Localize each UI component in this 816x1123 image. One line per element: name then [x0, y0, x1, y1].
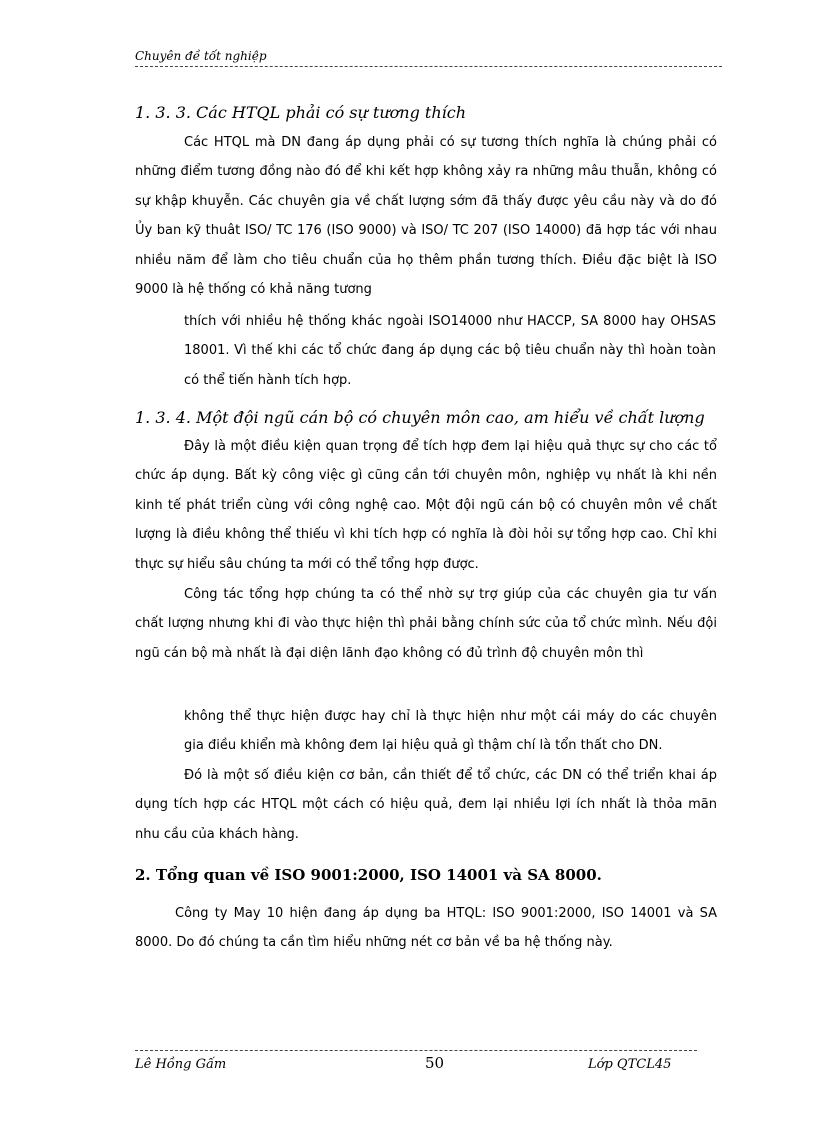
paragraph: Công ty May 10 hiện đang áp dụng ba HTQL: ISO 9001:2000, ISO 14001 và SA 8000. Do đó chúng ta cần tìm hiểu những nét cơ bản về ba hệ thống này. — [135, 906, 717, 951]
paragraph: Đây là một điều kiện quan trọng để tích hợp đem lại hiệu quả thực sự cho các tổ chức áp dụng. Bất kỳ công việc gì cũng cần tới chuyên môn, nghiệp vụ nhất là khi nền kinh tế phát triển cùng với công nghệ cao. Một đội ngũ cán bộ có chuyên môn về chất lượng là điều không thể thiếu vì khi tích hợp có nghĩa là đòi hỏi sự tổng hợp cao. Chỉ khi thực sự hiểu sâu chúng ta mới có thể tổng hợp được. — [135, 439, 717, 572]
section-heading-1-3-3: 1. 3. 3. Các HTQL phải có sự tương thích — [135, 103, 467, 122]
footer-author: Lê Hồng Gấm — [135, 1057, 227, 1072]
paragraph: Đó là một số điều kiện cơ bản, cần thiết để tổ chức, các DN có thể triển khai áp dụng tích hợp các HTQL một cách có hiệu quả, đem lại nhiều lợi ích nhất là thỏa mãn nhu cầu của khách hàng. — [135, 768, 717, 842]
section-heading-2: 2. Tổng quan về ISO 9001:2000, ISO 14001 và SA 8000. — [135, 866, 602, 884]
footer-class: Lớp QTCL45 — [588, 1057, 672, 1072]
paragraph: Các HTQL mà DN đang áp dụng phải có sự tương thích nghĩa là chúng phải có những điểm tương đồng nào đó để khi kết hợp không xảy ra những mâu thuẫn, không có sự khập khuyễn. Các chuyên gia về chất lượng sớm đã thấy được yêu cầu này và do đó Ủy ban kỹ thuât ISO/ TC 176 (ISO 9000) và ISO/ TC 207 (ISO 14000) đã hợp tác với nhau nhiều năm để làm cho tiêu chuẩn của họ thêm phần tương thích. Điều đặc biệt là ISO 9000 là hệ thống có khả năng tương — [135, 135, 717, 298]
header-divider — [135, 66, 722, 67]
paragraph: không thể thực hiện được hay chỉ là thực hiện như một cái máy do các chuyên gia điều khiển mà không đem lại hiệu quả gì thậm chí là tổn thất cho DN. — [184, 709, 717, 754]
section-heading-1-3-4: 1. 3. 4. Một đội ngũ cán bộ có chuyên môn cao, am hiểu về chất lượng — [135, 408, 705, 427]
running-header: Chuyên đề tốt nghiệp — [135, 49, 267, 63]
paragraph: thích với nhiều hệ thống khác ngoài ISO14000 như HACCP, SA 8000 hay OHSAS 18001. Vì thế khi các tổ chức đang áp dụng các bộ tiêu chuẩn này thì hoàn toàn có thể tiến hành tích hợp. — [184, 314, 716, 388]
page-number: 50 — [425, 1054, 445, 1072]
footer-divider — [135, 1050, 697, 1051]
paragraph: Công tác tổng hợp chúng ta có thể nhờ sự trợ giúp của các chuyên gia tư vấn chất lượng nhưng khi đi vào thực hiện thì phải bằng chính sức của tổ chức mình. Nếu đội ngũ cán bộ mà nhất là đại diện lãnh đạo không có đủ trình độ chuyên môn thì — [135, 587, 717, 661]
